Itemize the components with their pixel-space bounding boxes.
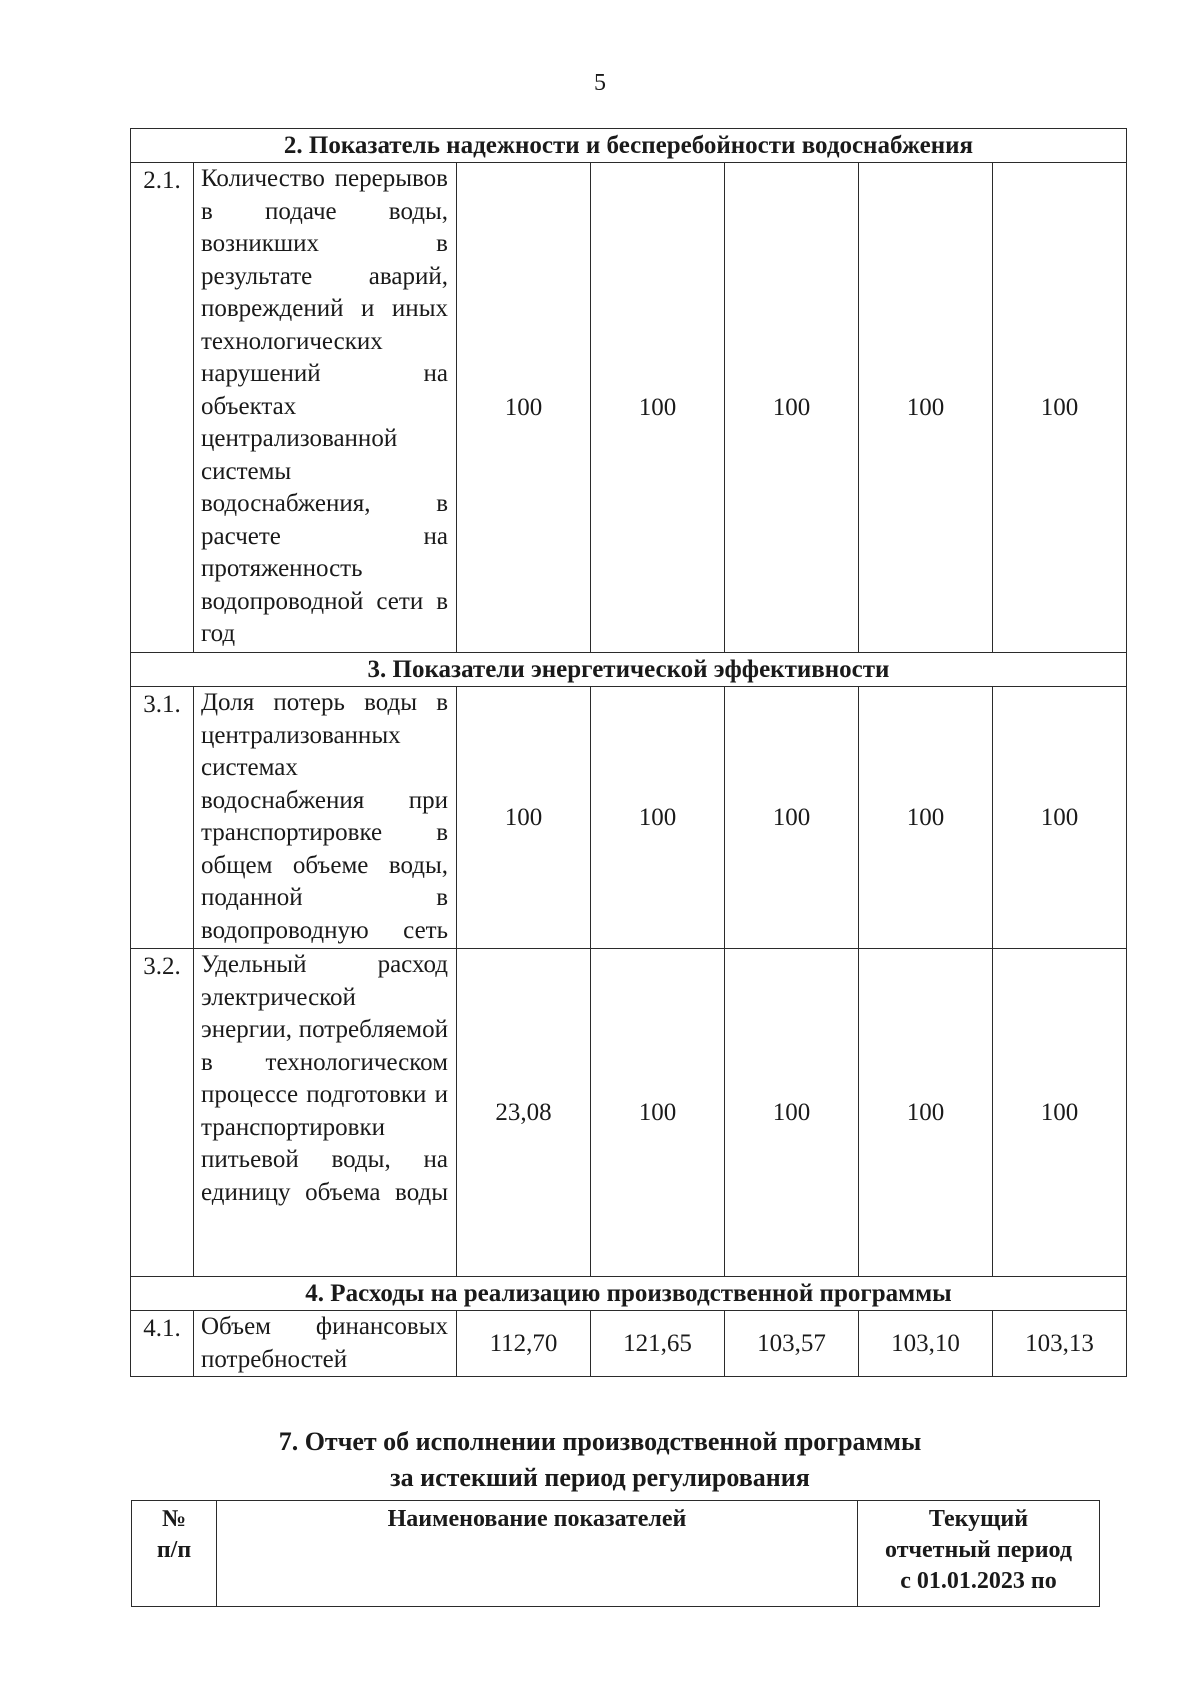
value-cell: 100 [591, 163, 725, 653]
value-cell: 100 [859, 949, 993, 1277]
value-cell: 23,08 [457, 949, 591, 1277]
row-number: 2.1. [131, 163, 194, 653]
header-indicator-name: Наименование показателей [217, 1501, 858, 1607]
value-cell: 100 [725, 163, 859, 653]
indicators-table [130, 128, 1127, 1377]
value-cell: 103,10 [859, 1311, 993, 1377]
value-cell: 103,13 [993, 1311, 1127, 1377]
value-cell: 100 [725, 949, 859, 1277]
value-cell: 100 [993, 687, 1127, 949]
indicator-name: Доля потерь воды в централизованных системах водоснабжения при транспортировке в общем объеме воды, поданной в водопроводную сеть [194, 687, 457, 949]
section-title: 4. Расходы на реализацию производственной программы [131, 1277, 1127, 1311]
section-header [131, 653, 1127, 687]
value-cell: 100 [859, 163, 993, 653]
header-number: № п/п [132, 1501, 217, 1607]
row-number: 4.1. [131, 1311, 194, 1377]
section-title: 3. Показатели энергетической эффективности [131, 653, 1127, 687]
report-title-line: 7. Отчет об исполнении производственной программы [278, 1427, 922, 1456]
table-row [131, 687, 1127, 949]
value-cell: 121,65 [591, 1311, 725, 1377]
value-cell: 100 [591, 687, 725, 949]
section-title: 2. Показатель надежности и бесперебойности водоснабжения [131, 129, 1127, 163]
header-current-period: Текущий отчетный период с 01.01.2023 по [858, 1501, 1100, 1607]
report-table [131, 1500, 1100, 1607]
report-header-row [132, 1501, 1100, 1607]
value-cell: 100 [993, 949, 1127, 1277]
indicator-name: Количество перерывов в подаче воды, возникших в результате аварий, повреждений и иных технологических нарушений на объектах централизованной системы водоснабжения, в расчете на протяженность водопроводной сети в год [194, 163, 457, 653]
table-row [131, 949, 1127, 1277]
value-cell: 100 [859, 687, 993, 949]
row-number: 3.1. [131, 687, 194, 949]
indicator-name: Удельный расход электрической энергии, потребляемой в технологическом процессе подготовки и транспортировки питьевой воды, на единицу объема воды [194, 949, 457, 1277]
value-cell: 100 [993, 163, 1127, 653]
value-cell: 100 [725, 687, 859, 949]
value-cell: 103,57 [725, 1311, 859, 1377]
report-title-line: за истекший период регулирования [390, 1463, 810, 1492]
value-cell: 100 [457, 163, 591, 653]
value-cell: 112,70 [457, 1311, 591, 1377]
page-number: 5 [594, 70, 606, 96]
report-title [0, 1424, 1200, 1496]
value-cell: 100 [591, 949, 725, 1277]
table-row [131, 1311, 1127, 1377]
section-header [131, 1277, 1127, 1311]
row-number: 3.2. [131, 949, 194, 1277]
section-header [131, 129, 1127, 163]
table-row [131, 163, 1127, 653]
value-cell: 100 [457, 687, 591, 949]
indicator-name: Объем финансовых потребностей [194, 1311, 457, 1377]
